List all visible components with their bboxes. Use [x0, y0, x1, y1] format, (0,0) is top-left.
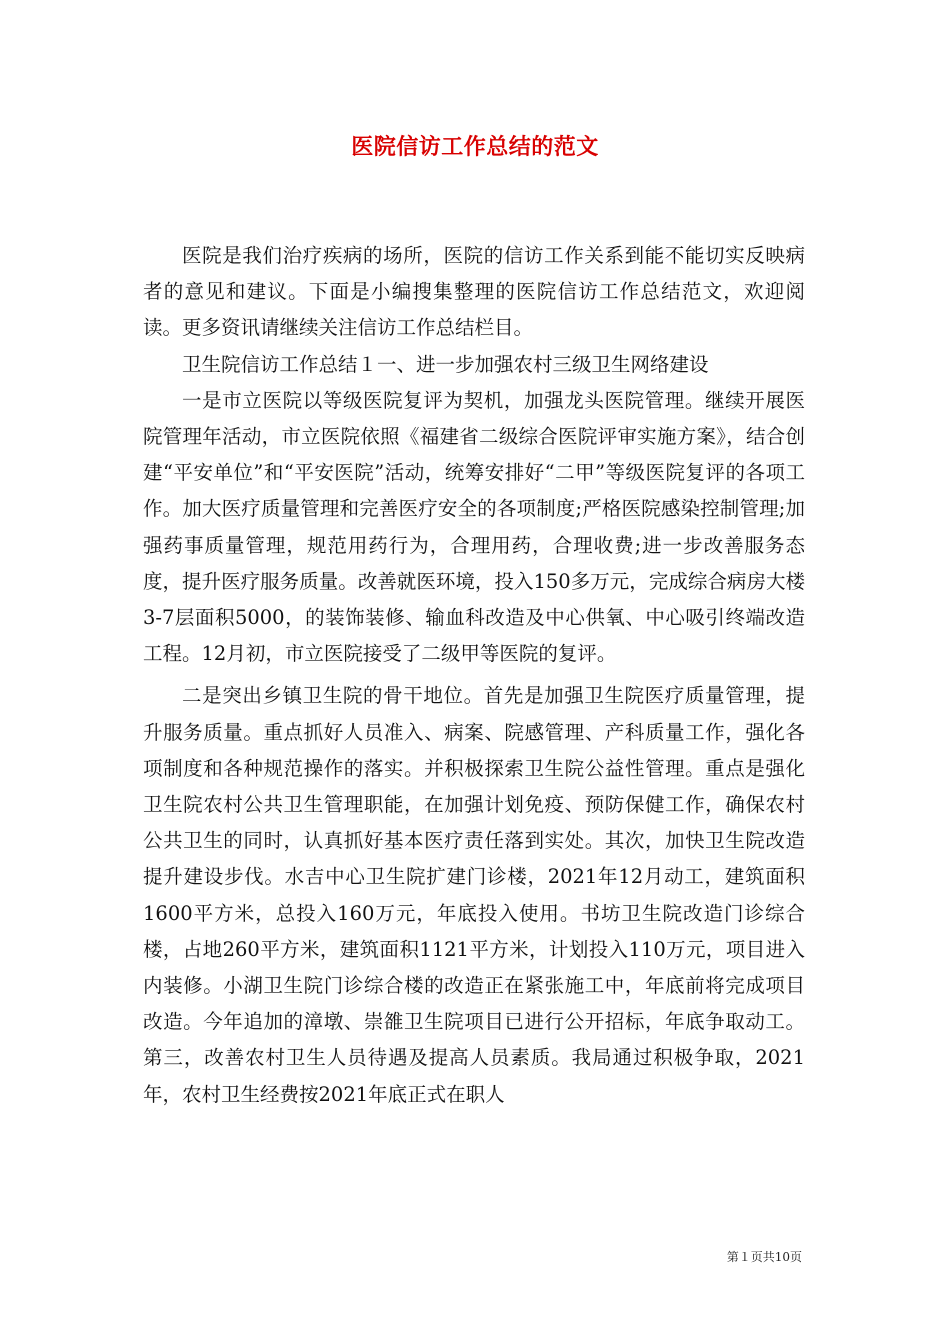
- document-body: [143, 238, 805, 1113]
- page-number: 第１页共10页: [726, 1250, 802, 1264]
- paragraph-section-heading: 卫生院信访工作总结１一、进一步加强农村三级卫生网络建设: [182, 352, 709, 376]
- paragraph-intro: 医院是我们治疗疾病的场所，医院的信访工作关系到能不能切实反映病者的意见和建议。下面是小编搜集整理的医院信访工作总结范文，欢迎阅读。更多资讯请继续关注信访工作总结栏目。: [143, 244, 805, 340]
- document-title: 医院信访工作总结的范文: [351, 134, 599, 160]
- paragraph-hospital-review: 一是市立医院以等级医院复评为契机，加强龙头医院管理。继续开展医院管理年活动，市立医院依照《福建省二级综合医院评审实施方案》，结合创建“平安单位”和“平安医院”活动，统筹安排好“二甲”等级医院复评的各项工作。加大医疗质量管理和完善医疗安全的各项制度;严格医院感染控制管理;加强药事质量管理，规范用药行为，合理用药，合理收费;进一步改善服务态度，提升医疗服务质量。改善就医环境，投入150多万元，完成综合病房大楼3-7层面积5000，的装饰装修、输血科改造及中心供氧、中心吸引终端改造工程。12月初，市立医院接受了二级甲等医院的复评。: [143, 388, 805, 666]
- paragraph-township-clinics: 二是突出乡镇卫生院的骨干地位。首先是加强卫生院医疗质量管理，提升服务质量。重点抓好人员准入、病案、院感管理、产科质量工作，强化各项制度和各种规范操作的落实。并积极探索卫生院公益性管理。重点是强化卫生院农村公共卫生管理职能，在加强计划免疫、预防保健工作，确保农村公共卫生的同时，认真抓好基本医疗责任落到实处。其次，加快卫生院改造提升建设步伐。水吉中心卫生院扩建门诊楼，2021年12月动工，建筑面积1600平方米，总投入160万元，年底投入使用。书坊卫生院改造门诊综合楼，占地260平方米，建筑面积1121平方米，计划投入110万元，项目进入内装修。小湖卫生院门诊综合楼的改造正在紧张施工中，年底前将完成项目改造。今年追加的漳墩、崇雒卫生院项目已进行公开招标，年底争取动工。第三，改善农村卫生人员待遇及提高人员素质。我局通过积极争取，2021年，农村卫生经费按2021年底正式在职人: [143, 684, 805, 1106]
